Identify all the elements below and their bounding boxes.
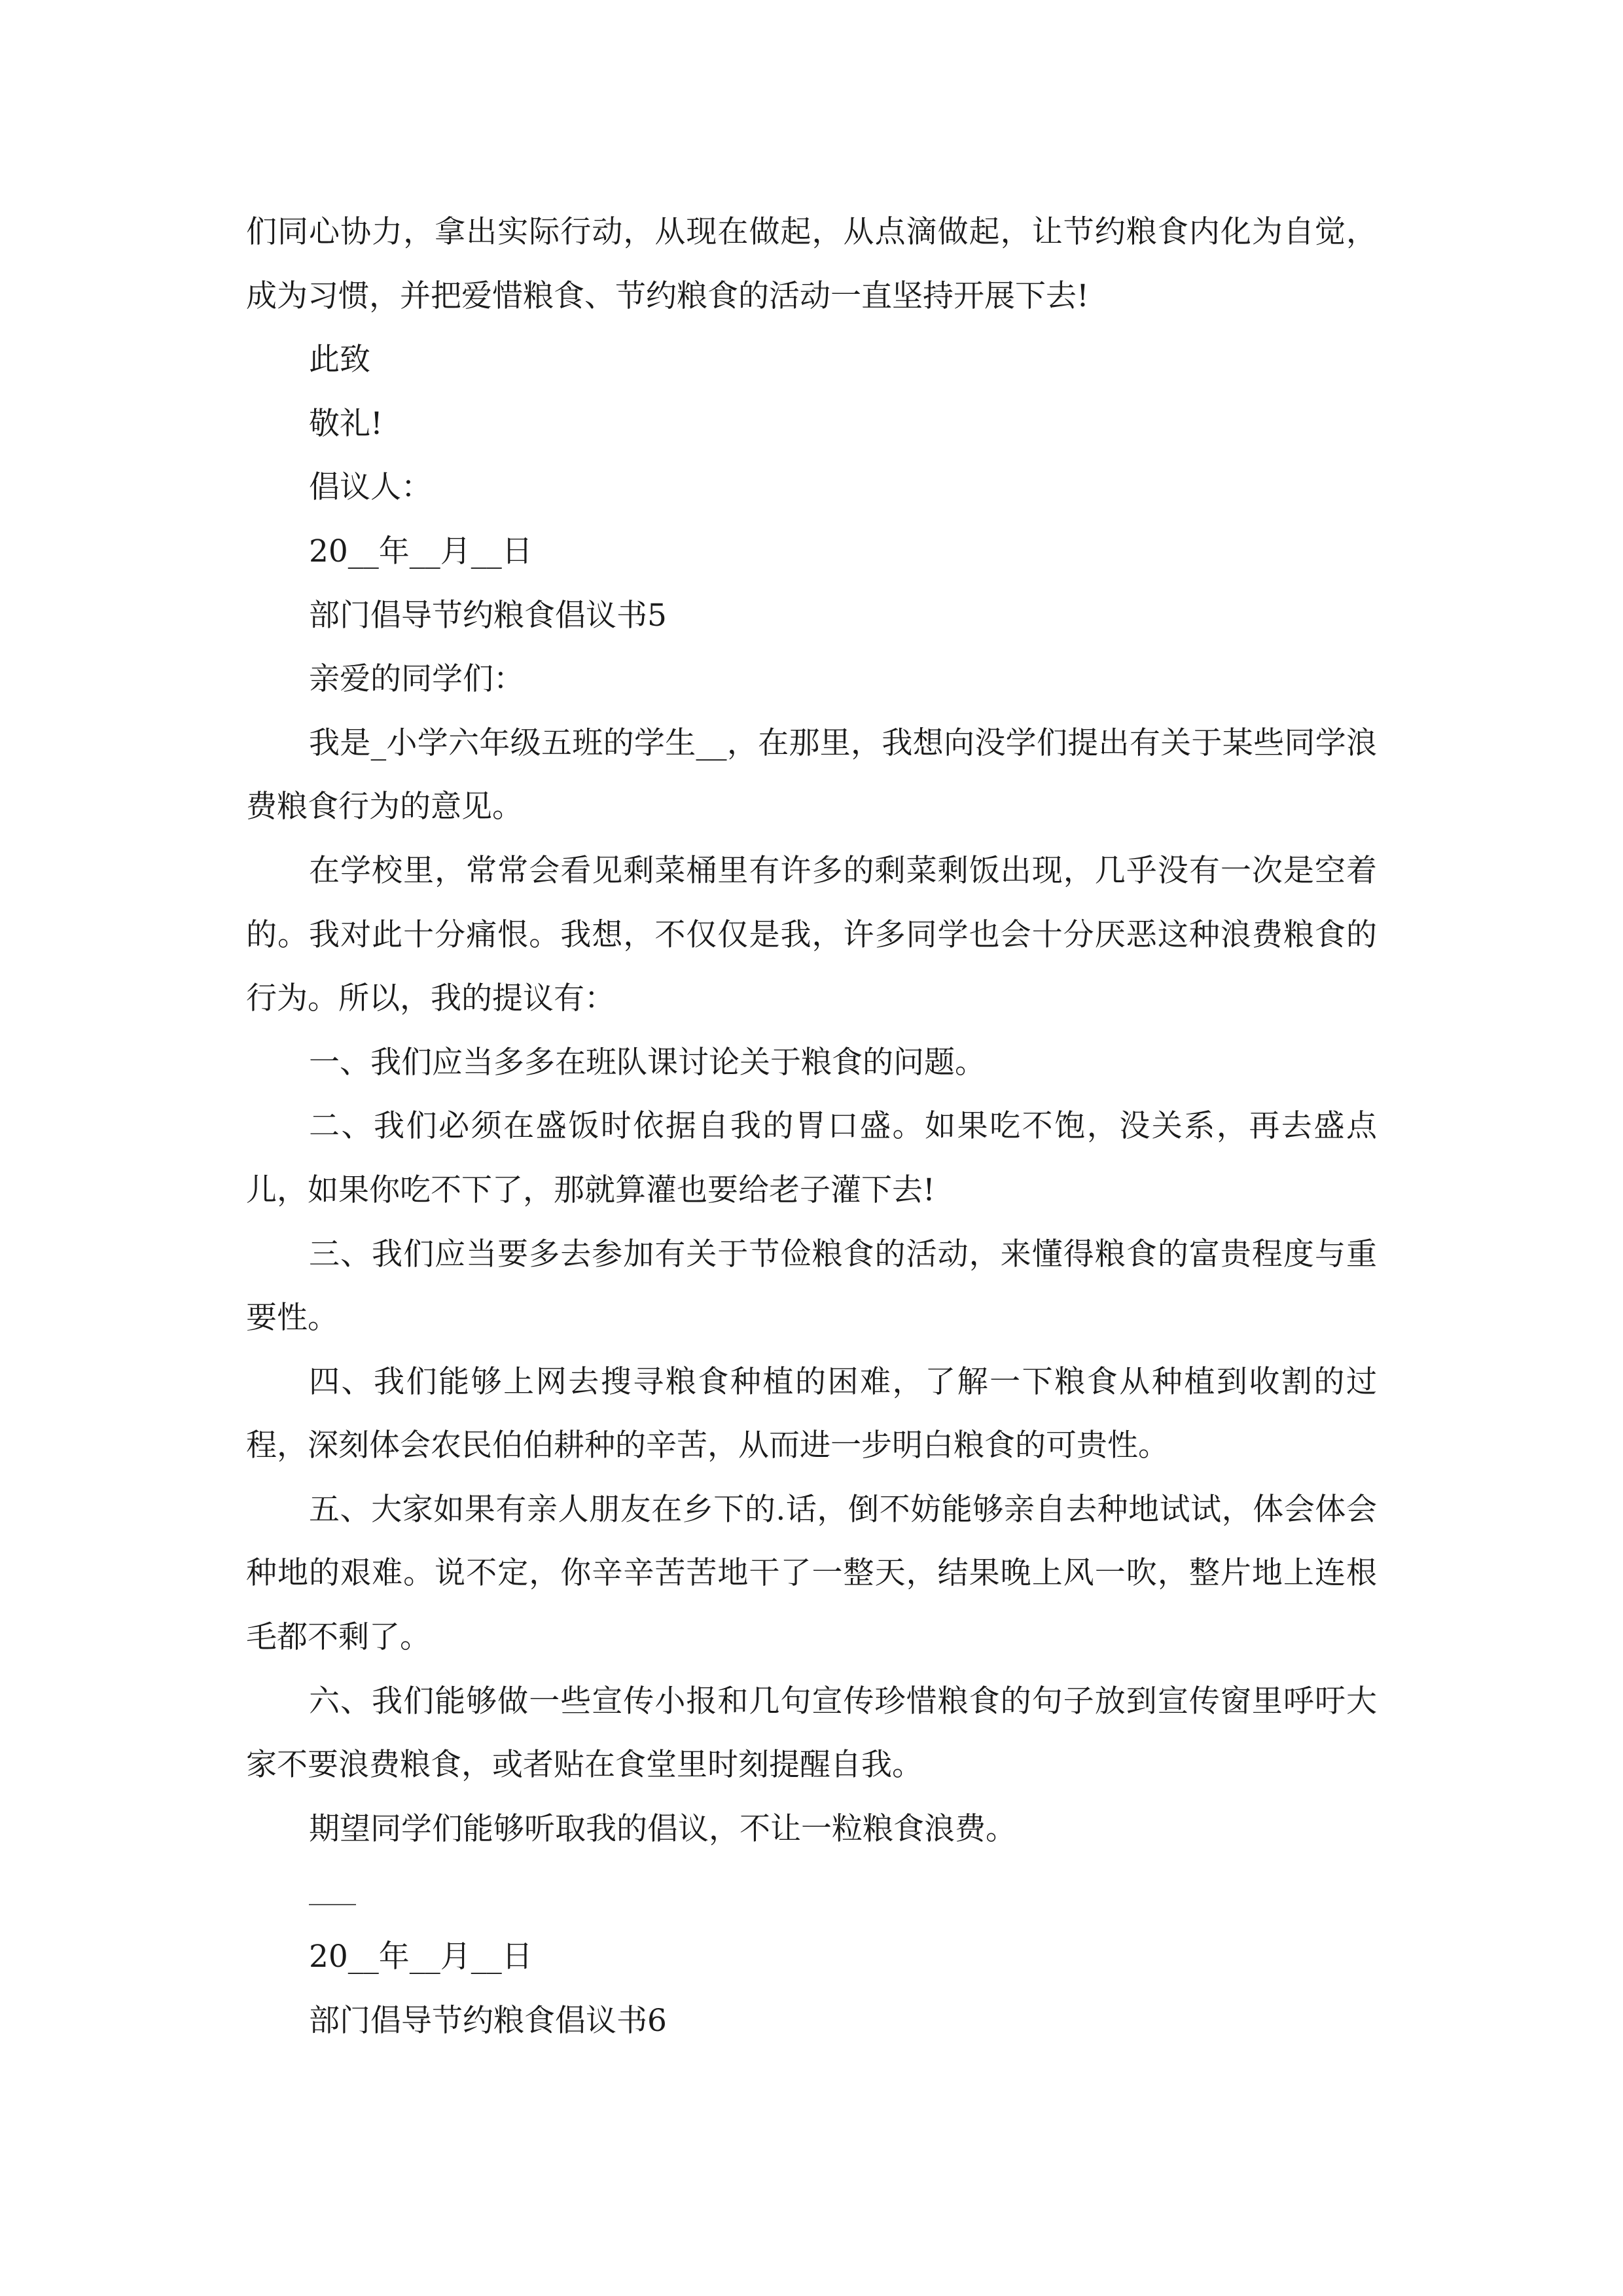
proposal-item-6: 六、我们能够做一些宣传小报和几句宣传珍惜粮食的句子放到宣传窗里呼吁大家不要浪费粮食，或者贴在食堂里时刻提醒自我。 [246,1683,1377,1784]
paragraph-closing-wish: 期望同学们能够听取我的倡议，不让一粒粮食浪费。 [309,1810,1016,1847]
paragraph-continuation: 们同心协力，拿出实际行动，从现在做起，从点滴做起，让节约粮食内化为自觉，成为习惯，并把爱惜粮食、节约粮食的活动一直坚持开展下去! [246,214,1377,314]
signature-line [309,1904,356,1905]
proposal-item-1: 一、我们应当多多在班队课讨论关于粮食的问题。 [309,1044,986,1081]
proposal-item-3: 三、我们应当要多去参加有关于节俭粮食的活动，来懂得粮食的富贵程度与重要性。 [246,1236,1377,1336]
salutation-jingli: 敬礼! [309,405,383,442]
signature-line-row [246,1861,1377,1925]
document-body [246,200,1377,2053]
date-line: 20__年__月__日 [309,533,533,569]
greeting: 亲爱的同学们： [309,661,524,698]
section-title-6: 部门倡导节约粮食倡议书6 [309,2002,667,2039]
paragraph-observation: 在学校里，常常会看见剩菜桶里有许多的剩菜剩饭出现，几乎没有一次是空着的。我对此十分痛恨。我想，不仅仅是我，许多同学也会十分厌恶这种浪费粮食的行为。所以，我的提议有： [246,852,1377,1017]
proposal-item-4: 四、我们能够上网去搜寻粮食种植的困难，了解一下粮食从种植到收割的过程，深刻体会农民伯伯耕种的辛苦，从而进一步明白粮食的可贵性。 [246,1363,1377,1464]
proposal-item-5: 五、大家如果有亲人朋友在乡下的.话，倒不妨能够亲自去种地试试，体会体会种地的艰难。说不定，你辛辛苦苦地干了一整天，结果晚上风一吹，整片地上连根毛都不剩了。 [246,1491,1377,1656]
salutation-cizhi: 此致 [309,342,370,378]
section-title-5: 部门倡导节约粮食倡议书5 [309,597,667,634]
proposal-item-2: 二、我们必须在盛饭时依据自我的胃口盛。如果吃不饱，没关系，再去盛点儿，如果你吃不下了，那就算灌也要给老子灌下去! [246,1108,1377,1208]
closing-date-line: 20__年__月__日 [309,1939,533,1975]
proposer-label: 倡议人： [309,469,432,506]
paragraph-intro: 我是_小学六年级五班的学生__，在那里，我想向没学们提出有关于某些同学浪费粮食行为的意见。 [246,725,1377,825]
